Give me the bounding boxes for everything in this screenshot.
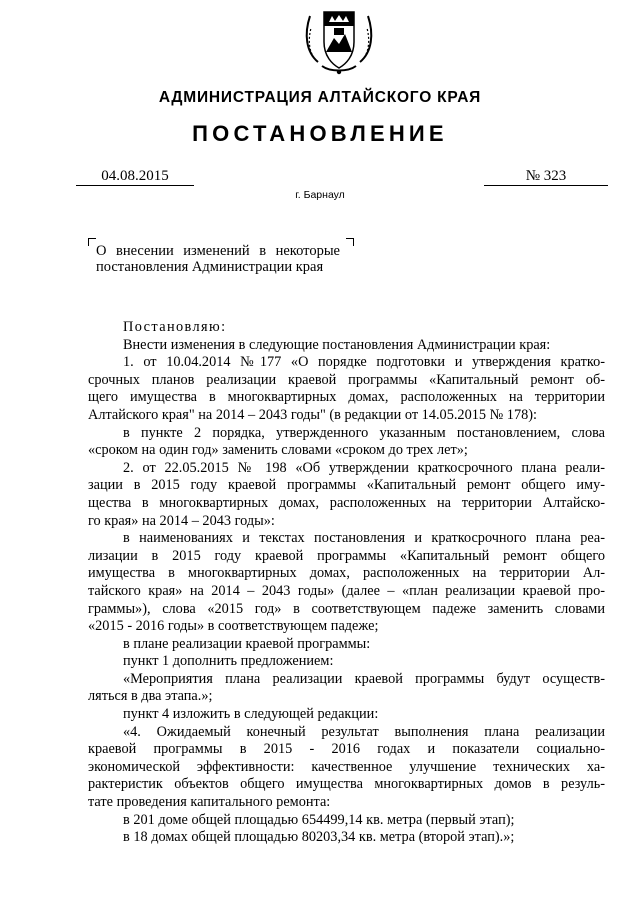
body-line: граммы»), слова «2015 год» в соответствующем падеже заменить словами — [88, 600, 605, 617]
resolution-word: Постановляю: — [123, 319, 227, 335]
document-body — [88, 319, 605, 847]
coat-of-arms-emblem — [300, 2, 378, 80]
body-line: тате проведения капитального ремонта: — [88, 794, 331, 811]
body-line: в пункте 2 порядка, утвержденного указанным постановлением, слова — [123, 424, 605, 441]
body-line: рактеристик объектов общего имущества многоквартирных домов в резуль- — [88, 776, 605, 793]
body-line: имущества в многоквартирных домах, расположенных на территории Ал- — [88, 565, 605, 582]
document-city: г. Барнаул — [295, 189, 345, 201]
body-line: 2. от 22.05.2015 № 198 «Об утверждении краткосрочного плана реали- — [123, 459, 605, 476]
document-type-title: ПОСТАНОВЛЕНИЕ — [192, 121, 448, 146]
subject-bracket-right — [346, 238, 354, 246]
document-date: 04.08.2015 — [76, 168, 194, 186]
body-line: «2015 - 2016 годы» в соответствующем падеже; — [88, 618, 379, 635]
body-line: «сроком на один год» заменить словами «сроком до трех лет»; — [88, 442, 468, 459]
body-line: пункт 1 дополнить предложением: — [123, 653, 334, 670]
body-line: в плане реализации краевой программы: — [123, 635, 371, 652]
body-line: пункт 4 изложить в следующей редакции: — [123, 706, 379, 723]
body-line: щества в многоквартирных домах, расположенных на территории Алтайско- — [88, 494, 605, 511]
body-line: тайского края» на 2014 – 2043 годы» (далее – «план реализации краевой про- — [88, 582, 605, 599]
organization-title: АДМИНИСТРАЦИЯ АЛТАЙСКОГО КРАЯ — [158, 89, 482, 106]
body-line: в 201 доме общей площадью 654499,14 кв. метра (первый этап); — [123, 811, 515, 828]
body-line: го края» на 2014 – 2043 годы»: — [88, 512, 275, 529]
body-line: Алтайского края" на 2014 – 2043 годы" (в редакции от 14.05.2015 № 178): — [88, 406, 537, 423]
body-line: в наименованиях и текстах постановления и краткосрочного плана реа- — [123, 530, 605, 547]
document-number: № 323 — [484, 168, 608, 186]
body-line: лизации в 2015 году краевой программы «Капитальный ремонт общего — [88, 547, 605, 564]
body-line: «Мероприятия плана реализации краевой программы будут осуществ- — [123, 670, 605, 687]
body-line: краевой программы в 2015 - 2016 годах и показатели социально- — [88, 741, 605, 758]
body-line: «4. Ожидаемый конечный результат выполнения плана реализации — [123, 723, 605, 740]
body-line: щего имущества в многоквартирных домах, расположенных на территории — [88, 389, 605, 406]
body-line: 1. от 10.04.2014 №177 «О порядке подготовки и утверждения кратко- — [123, 354, 605, 371]
subject-bracket-left — [88, 238, 96, 246]
body-line: ляться в два этапа.»; — [88, 688, 213, 705]
body-line: в 18 домах общей площадью 80203,34 кв. метра (второй этап).»; — [123, 829, 515, 846]
body-line: Внести изменения в следующие постановления Администрации края: — [123, 336, 551, 353]
body-line: экономической эффективности: качественное улучшение технических ха- — [88, 758, 605, 775]
body-line: зации в 2015 году краевой программы «Капитальный ремонт общего иму- — [88, 477, 605, 494]
body-line: срочных планов реализации краевой программы «Капитальный ремонт об- — [88, 371, 605, 388]
document-subject: О внесении изменений в некоторые постановления Администрации края — [96, 243, 340, 275]
